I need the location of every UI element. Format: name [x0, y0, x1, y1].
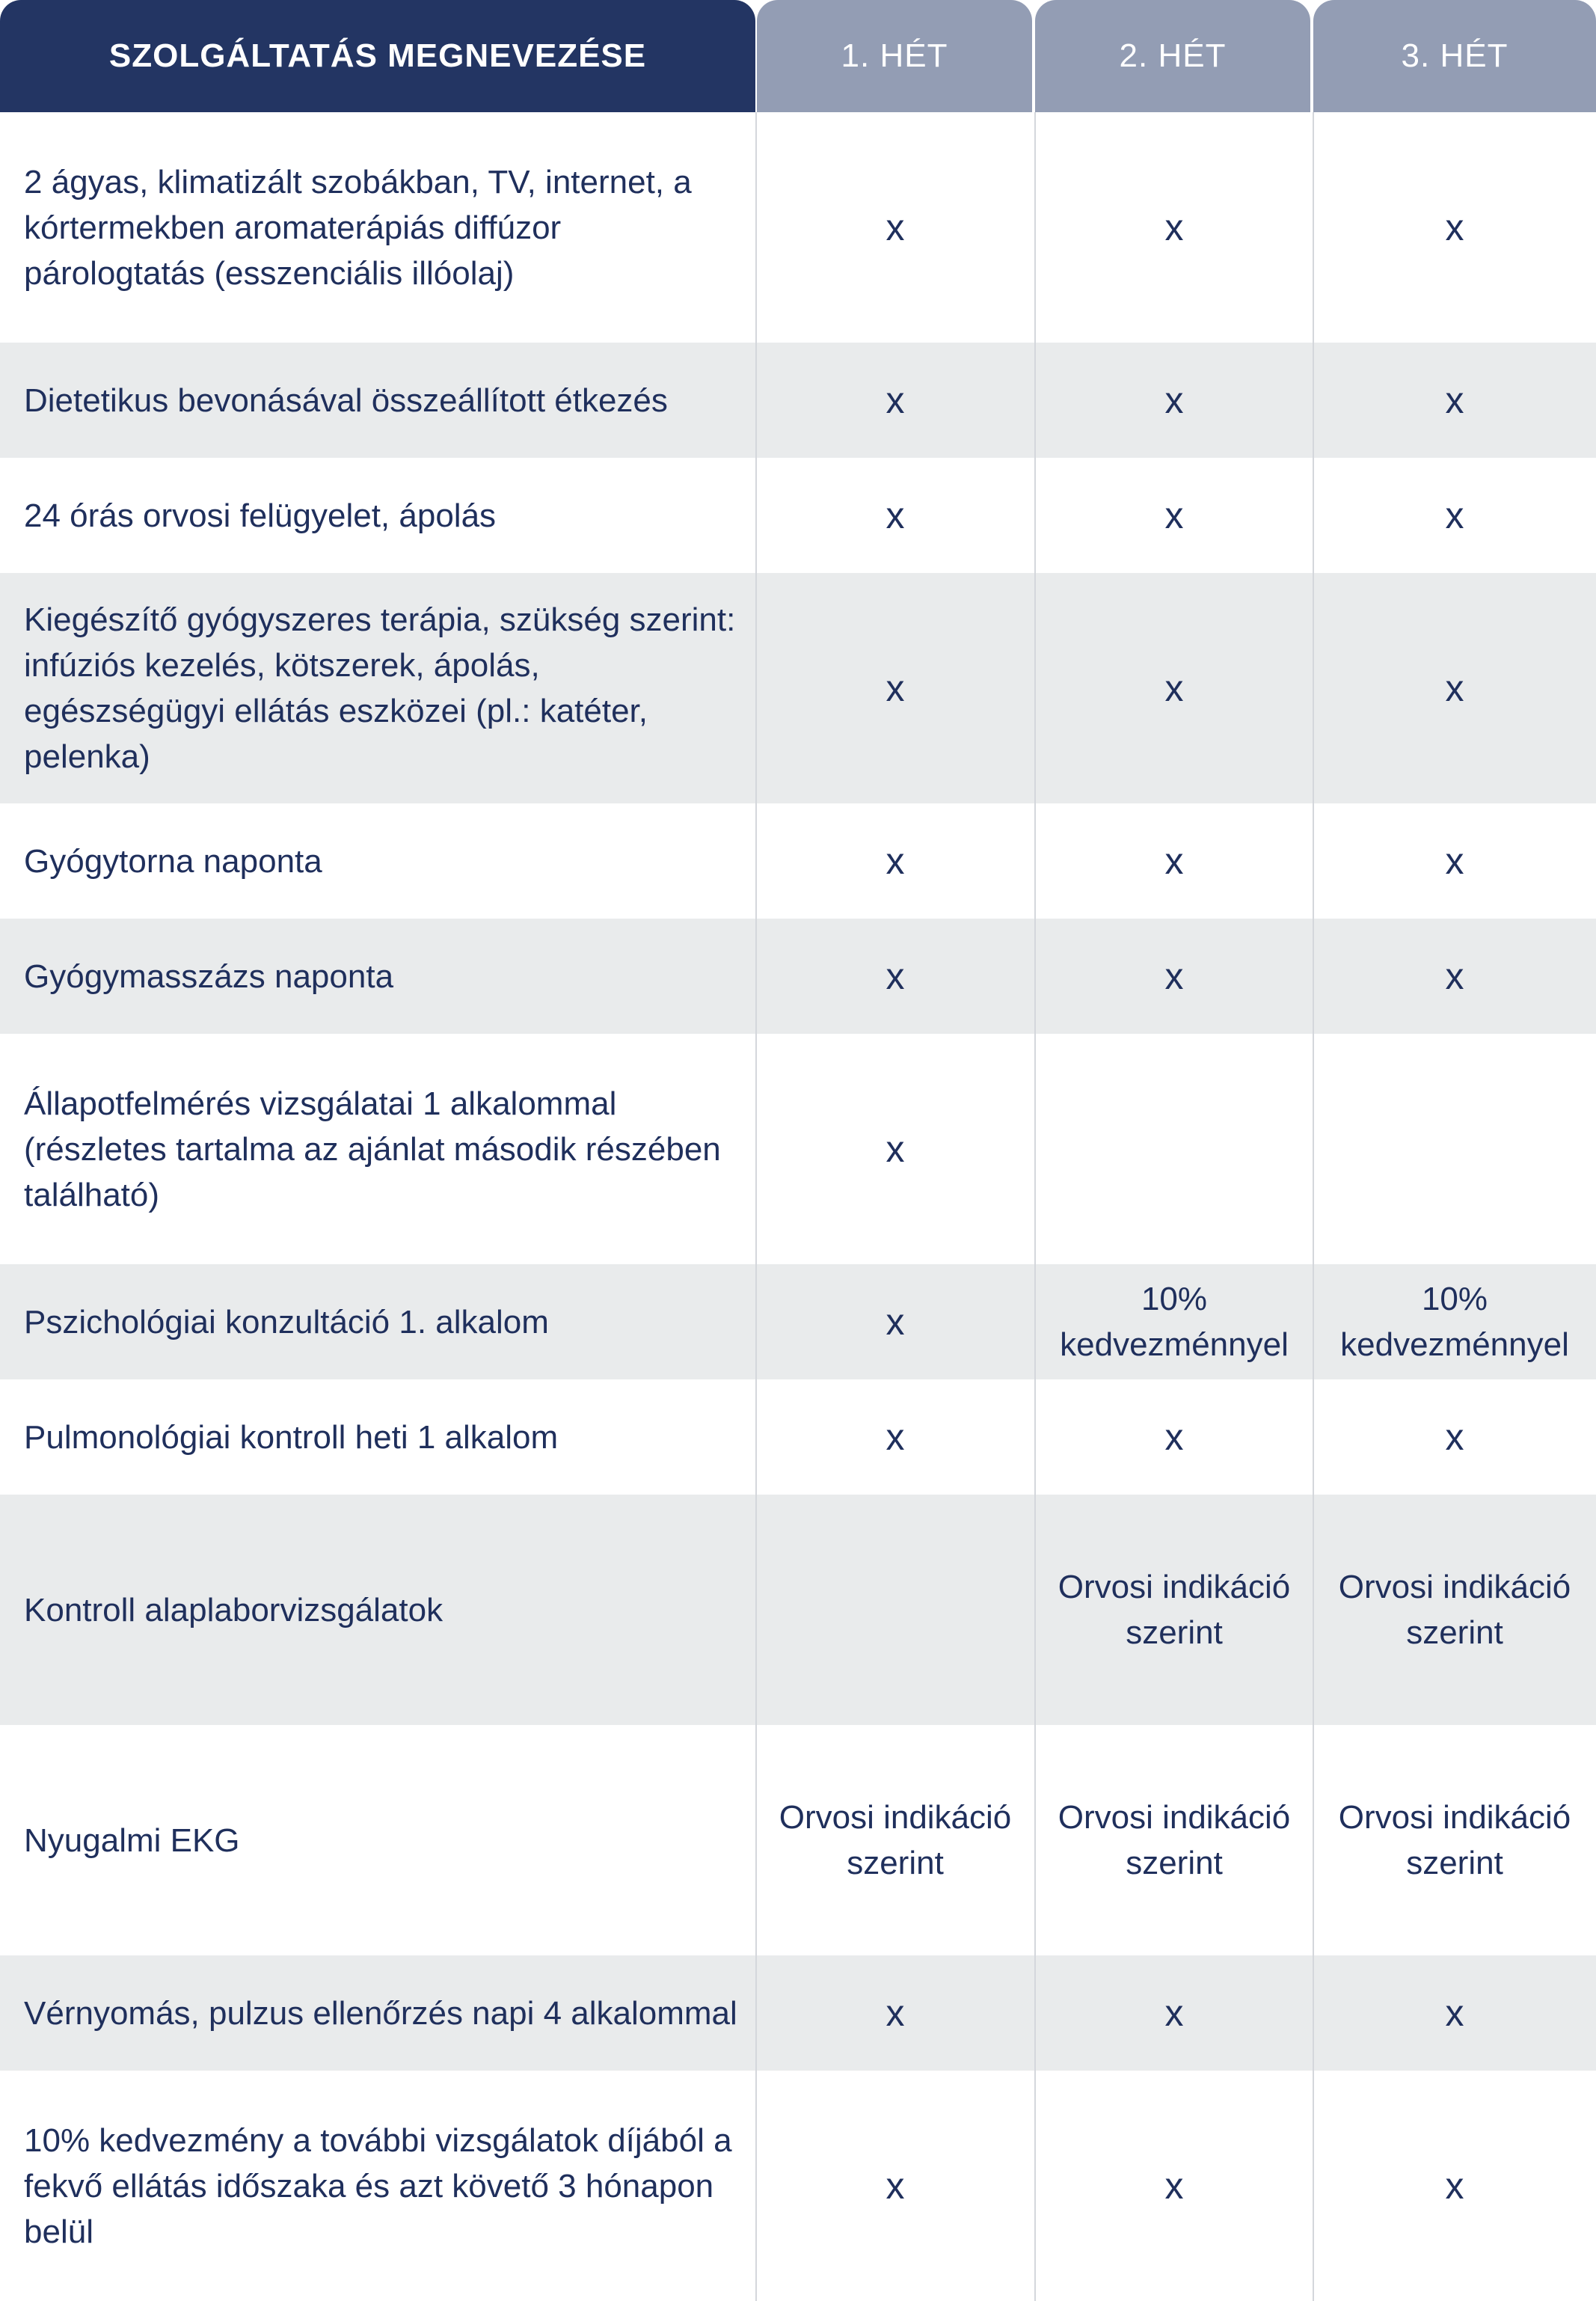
week-1-value: [755, 1495, 1035, 1725]
value-text: x: [886, 494, 905, 536]
week-2-value: [1035, 803, 1313, 919]
table-row: [0, 1034, 1596, 1264]
week-3-value: [1313, 919, 1596, 1034]
value-text: x: [1164, 839, 1184, 882]
service-name: Gyógytorna naponta: [24, 842, 322, 880]
week-2-value: [1035, 343, 1313, 458]
value-text: Orvosi indikáció szerint: [1058, 1799, 1291, 1881]
week-2-value: [1035, 1034, 1313, 1264]
value-text: Orvosi indikáció szerint: [779, 1799, 1012, 1881]
week-3-value: [1313, 803, 1596, 919]
value-text: x: [1445, 667, 1464, 709]
value-text: x: [1164, 955, 1184, 997]
service-name: Pulmonológiai kontroll heti 1 alkalom: [24, 1418, 559, 1456]
week-1-value: [755, 343, 1035, 458]
week-2-value: [1035, 1955, 1313, 2071]
value-text: x: [1445, 1991, 1464, 2034]
table-row: [0, 112, 1596, 343]
week-2-value: [1035, 2071, 1313, 2301]
week-3-value: [1313, 1725, 1596, 1955]
table-row: [0, 1955, 1596, 2071]
week-2-value: [1035, 112, 1313, 343]
week-1-value: [755, 803, 1035, 919]
week-1-value: [755, 1264, 1035, 1379]
week-1-value: [755, 1725, 1035, 1955]
service-name: Kontroll alaplaborvizsgálatok: [24, 1591, 443, 1629]
week-3-value: [1313, 1955, 1596, 2071]
table-row: [0, 1379, 1596, 1495]
value-text: x: [1445, 494, 1464, 536]
value-text: x: [886, 206, 905, 248]
week-2-value: [1035, 573, 1313, 803]
week-1-value: [755, 1379, 1035, 1495]
value-text: x: [1164, 1991, 1184, 2034]
value-text: x: [1164, 2164, 1184, 2207]
column-divider: [1034, 112, 1036, 2301]
value-text: x: [1445, 839, 1464, 882]
value-text: x: [886, 379, 905, 421]
week-1-value: [755, 458, 1035, 573]
week-2-value: [1035, 1379, 1313, 1495]
value-text: Orvosi indikáció szerint: [1338, 1569, 1571, 1651]
week-2-value: [1035, 1264, 1313, 1379]
service-name: 10% kedvezmény a további vizsgálatok díjából a fekvő ellátás időszaka és azt követő 3 hónapon belül: [24, 2121, 732, 2250]
table-row: [0, 2071, 1596, 2301]
week-3-value: [1313, 1034, 1596, 1264]
value-text: x: [886, 2164, 905, 2207]
header-week-3: 3. HÉT: [1313, 0, 1596, 112]
value-text: x: [1445, 955, 1464, 997]
value-text: x: [886, 839, 905, 882]
value-text: Orvosi indikáció szerint: [1338, 1799, 1571, 1881]
service-name: Vérnyomás, pulzus ellenőrzés napi 4 alkalommal: [24, 1994, 737, 2032]
week-2-value: [1035, 458, 1313, 573]
value-text: x: [1164, 206, 1184, 248]
service-name: Nyugalmi EKG: [24, 1822, 240, 1859]
service-name: Dietetikus bevonásával összeállított étkezés: [24, 382, 668, 419]
table-row: [0, 458, 1596, 573]
value-text: x: [1164, 667, 1184, 709]
value-text: x: [1445, 2164, 1464, 2207]
table-row: [0, 919, 1596, 1034]
value-text: Orvosi indikáció szerint: [1058, 1569, 1291, 1651]
week-2-value: [1035, 1495, 1313, 1725]
table-row: [0, 1725, 1596, 1955]
week-3-value: [1313, 573, 1596, 803]
service-name: Gyógymasszázs naponta: [24, 958, 394, 995]
column-divider: [1313, 112, 1314, 2301]
service-name: Kiegészítő gyógyszeres terápia, szükség szerint: infúziós kezelés, kötszerek, ápolás, egészségügyi ellátás eszközei (pl.: katéter, pelenka): [24, 601, 736, 775]
week-3-value: [1313, 1379, 1596, 1495]
week-3-value: [1313, 458, 1596, 573]
table-row: [0, 1495, 1596, 1725]
week-2-value: [1035, 1725, 1313, 1955]
week-1-value: [755, 919, 1035, 1034]
week-2-value: [1035, 919, 1313, 1034]
week-3-value: [1313, 2071, 1596, 2301]
service-name: Állapotfelmérés vizsgálatai 1 alkalommal (részletes tartalma az ajánlat második részében található): [24, 1085, 721, 1213]
value-text: x: [1445, 206, 1464, 248]
table-row: [0, 573, 1596, 803]
week-1-value: [755, 573, 1035, 803]
value-text: x: [1164, 379, 1184, 421]
week-3-value: [1313, 1495, 1596, 1725]
value-text: 10% kedvezménnyel: [1060, 1281, 1289, 1363]
value-text: x: [886, 1127, 905, 1170]
week-1-value: [755, 2071, 1035, 2301]
value-text: 10% kedvezménnyel: [1340, 1281, 1569, 1363]
value-text: x: [886, 1991, 905, 2034]
service-name: Pszichológiai konzultáció 1. alkalom: [24, 1303, 549, 1341]
week-3-value: [1313, 112, 1596, 343]
header-service-name: SZOLGÁLTATÁS MEGNEVEZÉSE: [0, 0, 755, 112]
service-name: 24 órás orvosi felügyelet, ápolás: [24, 497, 497, 534]
column-divider: [755, 112, 757, 2301]
week-1-value: [755, 112, 1035, 343]
table-row: [0, 1264, 1596, 1379]
week-3-value: [1313, 1264, 1596, 1379]
week-3-value: [1313, 343, 1596, 458]
header-week-2: 2. HÉT: [1035, 0, 1310, 112]
value-text: x: [886, 1415, 905, 1458]
week-1-value: [755, 1955, 1035, 2071]
table-row: [0, 803, 1596, 919]
header-week-1: 1. HÉT: [757, 0, 1032, 112]
value-text: x: [886, 1300, 905, 1343]
value-text: x: [1445, 1415, 1464, 1458]
value-text: x: [1164, 1415, 1184, 1458]
service-name: 2 ágyas, klimatizált szobákban, TV, internet, a kórtermekben aromaterápiás diffúzor párologtatás (esszenciális illóolaj): [24, 163, 692, 292]
table-row: [0, 343, 1596, 458]
value-text: x: [886, 955, 905, 997]
value-text: x: [886, 667, 905, 709]
week-1-value: [755, 1034, 1035, 1264]
value-text: x: [1164, 494, 1184, 536]
value-text: x: [1445, 379, 1464, 421]
